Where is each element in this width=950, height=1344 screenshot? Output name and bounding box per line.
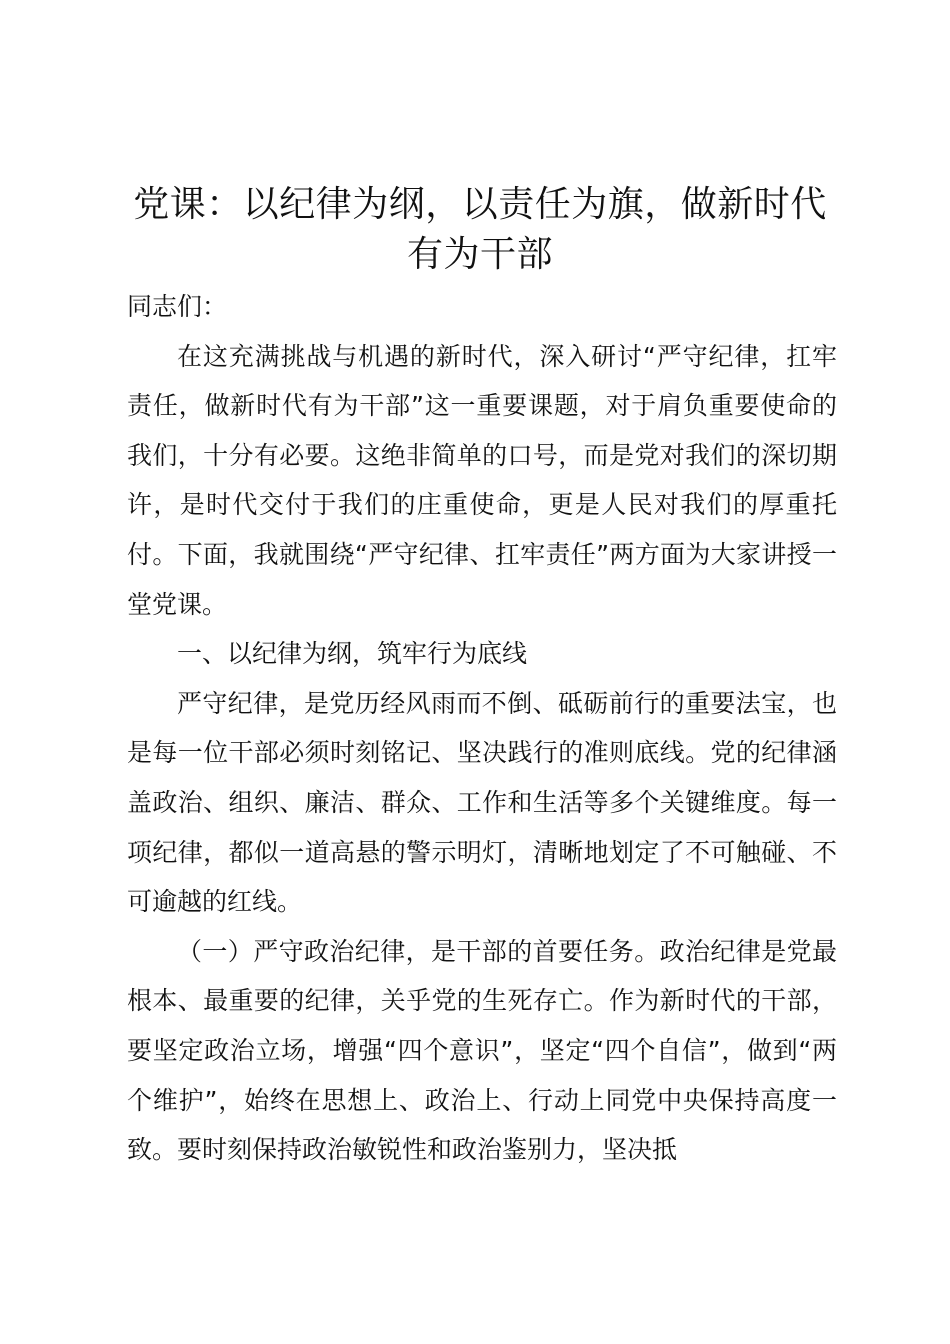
- section-heading-1: 一、以纪律为纲，筑牢行为底线: [177, 639, 528, 669]
- paragraph-discipline: 严守纪律，是党历经风雨而不倒、砥砺前行的重要法宝，也是每一位干部必须时刻铭记、坚决践行的准则底线。党的纪律涵盖政治、组织、廉洁、群众、工作和生活等多个关键维度。每一项纪律，都似一道高悬的警示明灯，清晰地划定了不可触碰、不可逾越的红线。: [127, 688, 837, 917]
- document-title: 党课：以纪律为纲，以责任为旗，做新时代有为干部: [133, 184, 827, 275]
- paragraph-political-discipline: （一）严守政治纪律，是干部的首要任务。政治纪律是党最根本、最重要的纪律，关乎党的生死存亡。作为新时代的干部，要坚定政治立场，增强“四个意识”，坚定“四个自信”，做到“两个维护”，始终在思想上、政治上、行动上同党中央保持高度一致。要时刻保持政治敏锐性和政治鉴别力，坚决抵: [127, 936, 837, 1165]
- paragraph-intro: 在这充满挑战与机遇的新时代，深入研讨“严守纪律，扛牢责任，做新时代有为干部”这一重要课题，对于肩负重要使命的我们，十分有必要。这绝非简单的口号，而是党对我们的深切期许，是时代交付于我们的庄重使命，更是人民对我们的厚重托付。下面，我就围绕“严守纪律、扛牢责任”两方面为大家讲授一堂党课。: [127, 341, 837, 619]
- salutation: 同志们：: [127, 292, 228, 321]
- document-body: [127, 282, 837, 1175]
